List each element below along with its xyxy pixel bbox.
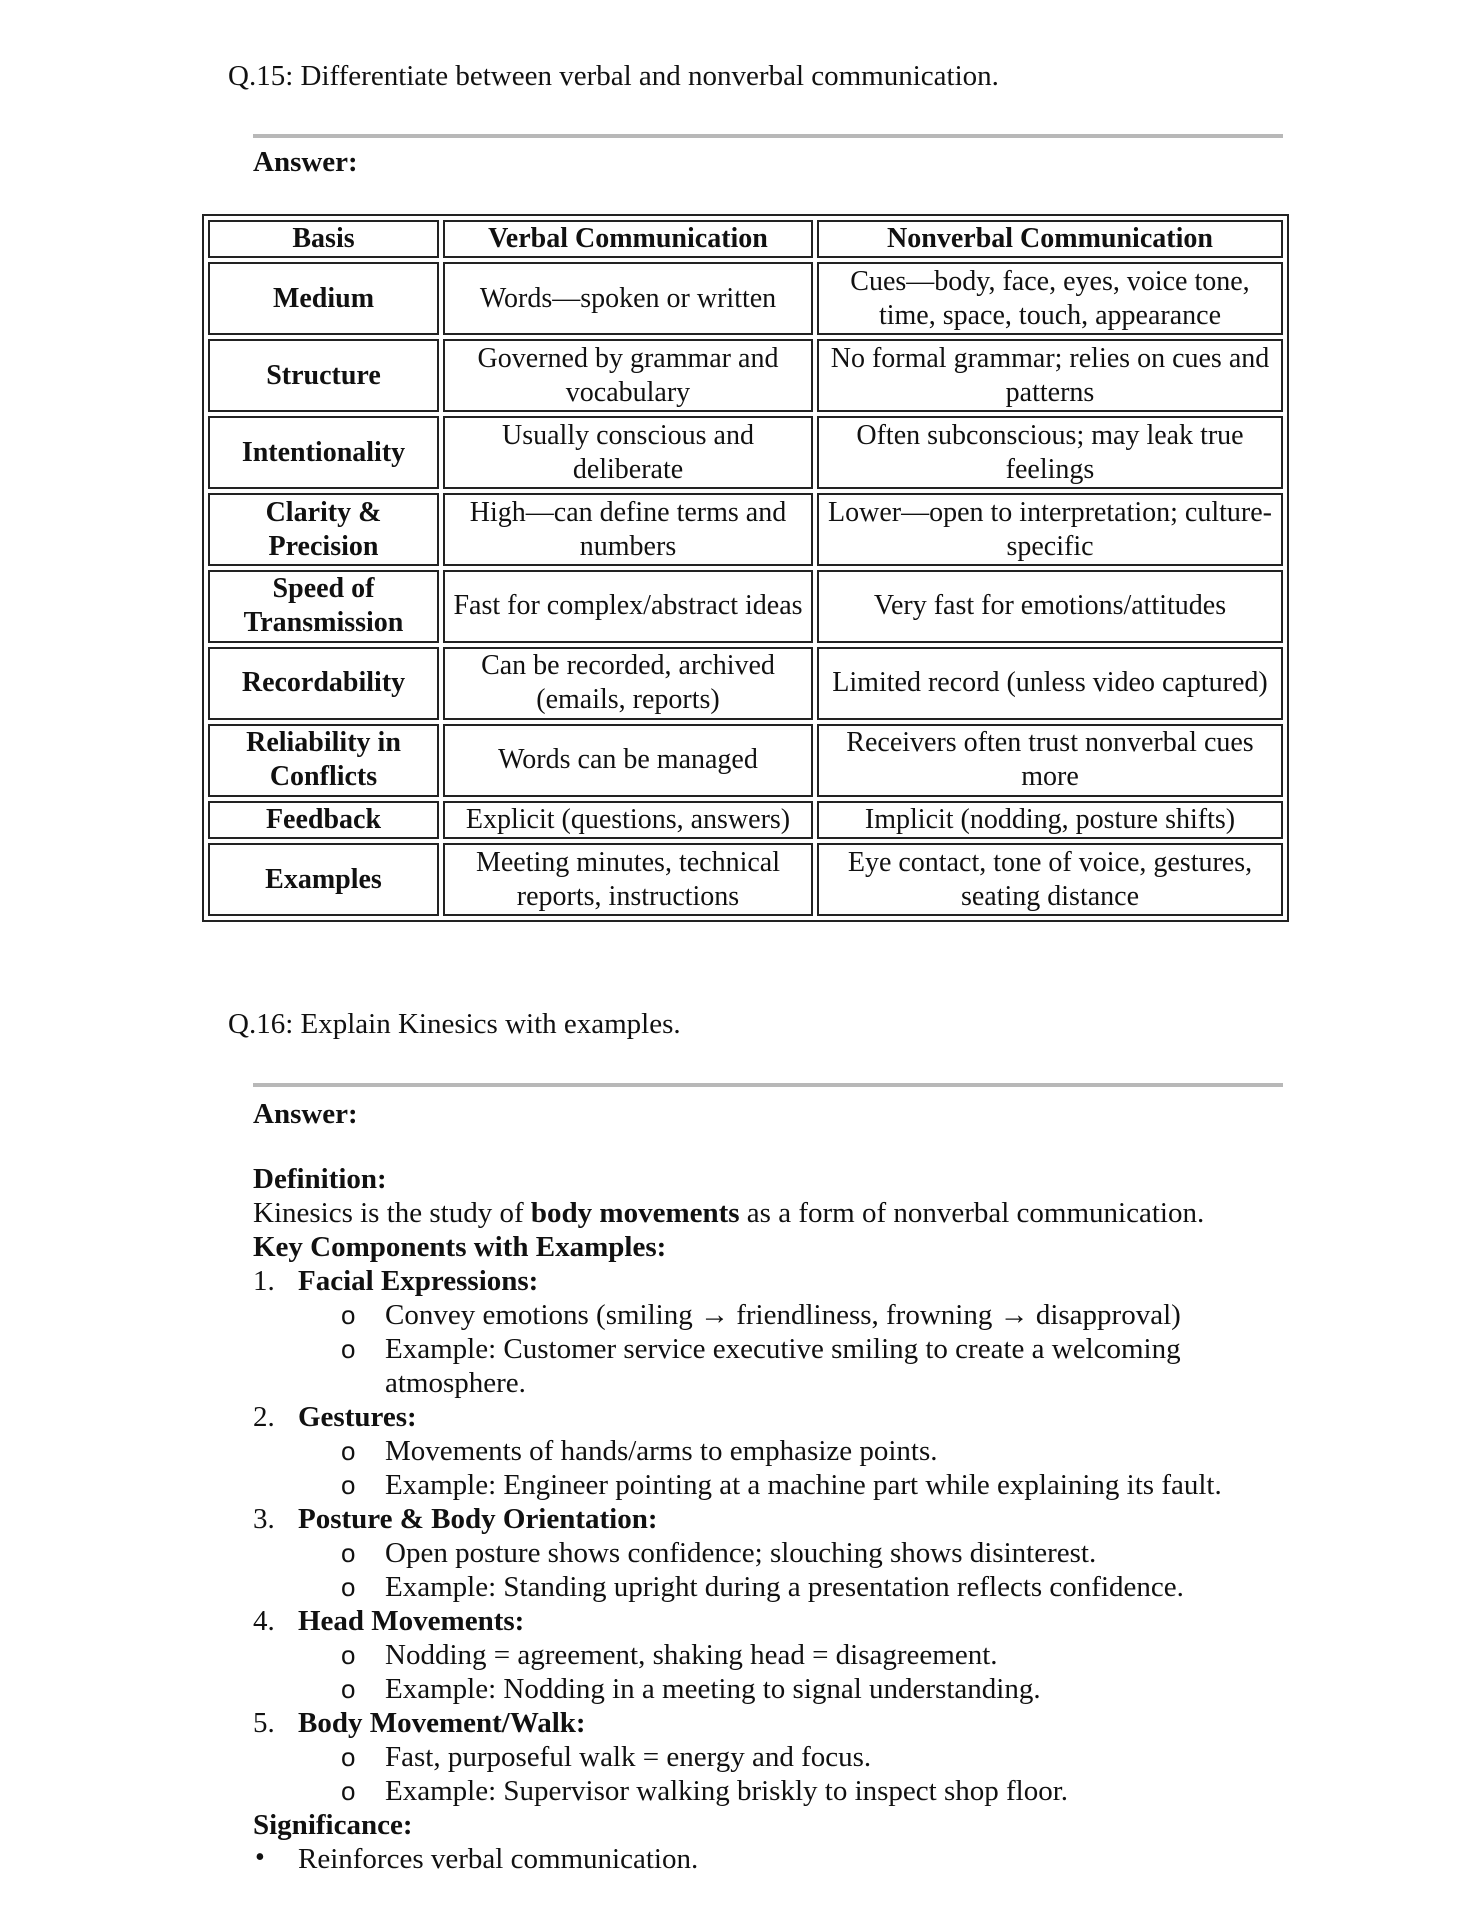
- header-verbal: Verbal Communication: [443, 220, 813, 258]
- cell-nonverbal: Often subconscious; may leak true feelings: [817, 416, 1283, 489]
- cell-nonverbal: No formal grammar; relies on cues and patterns: [817, 339, 1283, 412]
- comparison-table: [202, 214, 1289, 922]
- table-row: [208, 339, 1283, 412]
- component-title: Gestures:: [298, 1401, 417, 1433]
- component-number: 2.: [253, 1401, 275, 1433]
- component-number: 1.: [253, 1265, 275, 1297]
- cell-basis: Structure: [208, 339, 439, 412]
- component-point-text: Open posture shows confidence; slouching shows disinterest.: [385, 1537, 1097, 1569]
- table-row: [208, 262, 1283, 335]
- component-item: [253, 1264, 1313, 1298]
- component-point-text: Example: Customer service executive smiling to create a welcoming atmosphere.: [385, 1333, 1181, 1399]
- table-row: [208, 801, 1283, 839]
- cell-verbal: Meeting minutes, technical reports, instructions: [443, 843, 813, 916]
- cell-verbal: Words can be managed: [443, 724, 813, 797]
- component-number: 3.: [253, 1503, 275, 1535]
- component-point: [253, 1536, 1313, 1570]
- cell-basis: Recordability: [208, 647, 439, 720]
- bullet-icon: •: [255, 1842, 265, 1873]
- component-title: Posture & Body Orientation:: [298, 1503, 658, 1535]
- cell-nonverbal: Cues—body, face, eyes, voice tone, time, space, touch, appearance: [817, 262, 1283, 335]
- cell-nonverbal: Implicit (nodding, posture shifts): [817, 801, 1283, 839]
- component-point: [253, 1740, 1313, 1774]
- cell-basis: Speed of Transmission: [208, 570, 439, 643]
- cell-nonverbal: Receivers often trust nonverbal cues more: [817, 724, 1283, 797]
- components-list: [253, 1264, 1313, 1808]
- q15-divider: [253, 134, 1283, 138]
- q16-divider: [253, 1083, 1283, 1087]
- q15-question: Q.15: Differentiate between verbal and nonverbal communication.: [228, 60, 999, 92]
- component-item: [253, 1502, 1313, 1536]
- component-point-text: Example: Nodding in a meeting to signal understanding.: [385, 1673, 1041, 1705]
- kinesics-answer: [253, 1162, 1313, 1876]
- definition-heading: Definition:: [253, 1163, 387, 1195]
- q15-answer-label: Answer:: [253, 146, 358, 178]
- cell-verbal: Explicit (questions, answers): [443, 801, 813, 839]
- component-point: [253, 1638, 1313, 1672]
- definition-pre: Kinesics is the study of: [253, 1197, 531, 1229]
- header-nonverbal: Nonverbal Communication: [817, 220, 1283, 258]
- definition-bold: body movements: [530, 1197, 740, 1229]
- component-point: [253, 1434, 1313, 1468]
- hollow-bullet-icon: o: [341, 1538, 356, 1568]
- significance-text: Reinforces verbal communication.: [298, 1843, 699, 1875]
- component-point: [253, 1298, 1313, 1332]
- cell-basis: Feedback: [208, 801, 439, 839]
- component-point-text: Nodding = agreement, shaking head = disagreement.: [385, 1639, 998, 1671]
- component-point-text: Example: Supervisor walking briskly to inspect shop floor.: [385, 1775, 1069, 1807]
- table-row: [208, 416, 1283, 489]
- hollow-bullet-icon: o: [341, 1334, 356, 1364]
- hollow-bullet-icon: o: [341, 1436, 356, 1466]
- header-basis: Basis: [208, 220, 439, 258]
- component-number: 4.: [253, 1605, 275, 1637]
- component-title: Facial Expressions:: [298, 1265, 539, 1297]
- table-header-row: [208, 220, 1283, 258]
- component-point: [253, 1672, 1313, 1706]
- component-title: Head Movements:: [298, 1605, 525, 1637]
- table-row: [208, 570, 1283, 643]
- cell-basis: Medium: [208, 262, 439, 335]
- component-item: [253, 1604, 1313, 1638]
- component-point-text: Example: Engineer pointing at a machine part while explaining its fault.: [385, 1469, 1222, 1501]
- component-item: [253, 1400, 1313, 1434]
- hollow-bullet-icon: o: [341, 1776, 356, 1806]
- component-point-text: Convey emotions (smiling → friendliness, frowning → disapproval): [385, 1299, 1181, 1331]
- cell-nonverbal: Limited record (unless video captured): [817, 647, 1283, 720]
- table-row: [208, 843, 1283, 916]
- component-point-text: Fast, purposeful walk = energy and focus.: [385, 1741, 872, 1773]
- component-point-text: Example: Standing upright during a presentation reflects confidence.: [385, 1571, 1184, 1603]
- key-components-heading: Key Components with Examples:: [253, 1231, 667, 1263]
- cell-verbal: Governed by grammar and vocabulary: [443, 339, 813, 412]
- definition-text: [253, 1196, 1313, 1230]
- cell-basis: Clarity & Precision: [208, 493, 439, 566]
- table-row: [208, 647, 1283, 720]
- component-item: [253, 1706, 1313, 1740]
- component-point-text: Movements of hands/arms to emphasize points.: [385, 1435, 938, 1467]
- cell-verbal: Words—spoken or written: [443, 262, 813, 335]
- hollow-bullet-icon: o: [341, 1640, 356, 1670]
- significance-list: [253, 1842, 1313, 1876]
- cell-basis: Intentionality: [208, 416, 439, 489]
- hollow-bullet-icon: o: [341, 1742, 356, 1772]
- cell-basis: Examples: [208, 843, 439, 916]
- table-row: [208, 493, 1283, 566]
- significance-heading: Significance:: [253, 1809, 413, 1841]
- definition-post: as a form of nonverbal communication.: [739, 1197, 1205, 1229]
- cell-verbal: High—can define terms and numbers: [443, 493, 813, 566]
- component-point: [253, 1468, 1313, 1502]
- cell-verbal: Can be recorded, archived (emails, reports): [443, 647, 813, 720]
- table-row: [208, 724, 1283, 797]
- component-point: [253, 1774, 1313, 1808]
- q16-question: Q.16: Explain Kinesics with examples.: [228, 1008, 681, 1040]
- q16-answer-label: Answer:: [253, 1098, 358, 1130]
- component-title: Body Movement/Walk:: [298, 1707, 586, 1739]
- hollow-bullet-icon: o: [341, 1572, 356, 1602]
- significance-item: [253, 1842, 1313, 1876]
- cell-nonverbal: Lower—open to interpretation; culture-specific: [817, 493, 1283, 566]
- cell-verbal: Usually conscious and deliberate: [443, 416, 813, 489]
- component-number: 5.: [253, 1707, 275, 1739]
- hollow-bullet-icon: o: [341, 1674, 356, 1704]
- cell-nonverbal: Very fast for emotions/attitudes: [817, 570, 1283, 643]
- cell-nonverbal: Eye contact, tone of voice, gestures, seating distance: [817, 843, 1283, 916]
- cell-verbal: Fast for complex/abstract ideas: [443, 570, 813, 643]
- component-point: [253, 1570, 1313, 1604]
- hollow-bullet-icon: o: [341, 1470, 356, 1500]
- hollow-bullet-icon: o: [341, 1300, 356, 1330]
- component-point: [253, 1332, 1313, 1400]
- cell-basis: Reliability in Conflicts: [208, 724, 439, 797]
